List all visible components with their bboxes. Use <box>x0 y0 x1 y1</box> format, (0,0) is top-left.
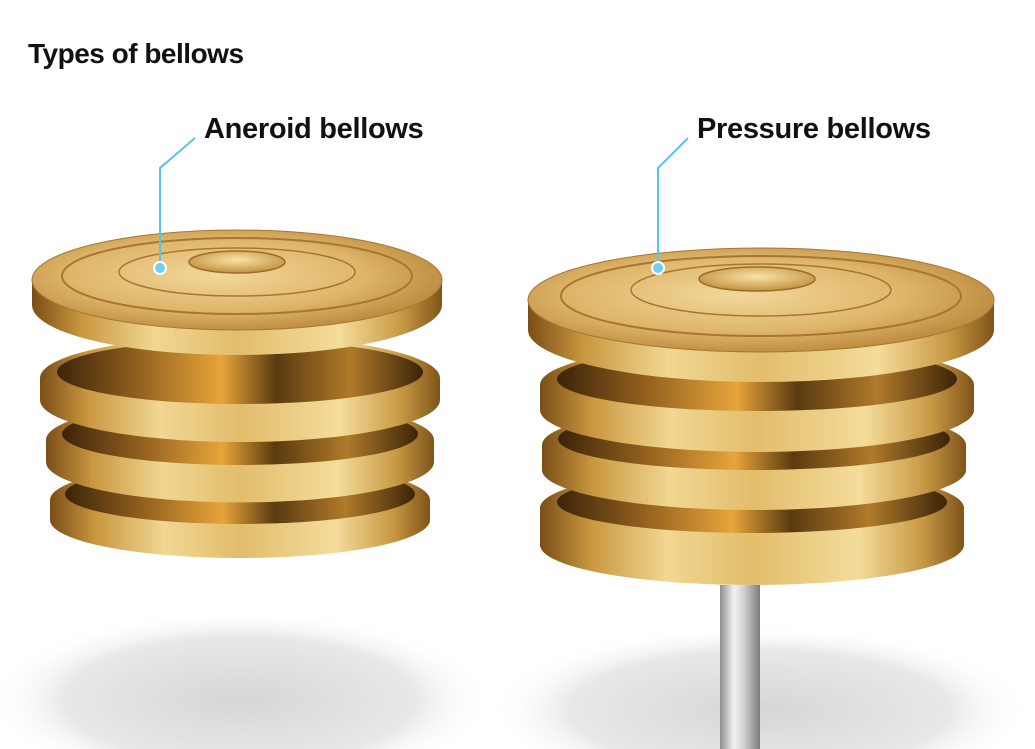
pressure-top-disc <box>528 248 994 382</box>
aneroid-bellows <box>32 230 442 558</box>
aneroid-shadow <box>0 610 490 749</box>
diagram-title: Types of bellows <box>28 38 244 69</box>
pressure-stem <box>720 585 760 749</box>
aneroid-top-disc <box>32 230 442 355</box>
aneroid-bellows-label: Aneroid bellows <box>204 113 424 145</box>
pressure-bellows-label: Pressure bellows <box>697 113 931 145</box>
